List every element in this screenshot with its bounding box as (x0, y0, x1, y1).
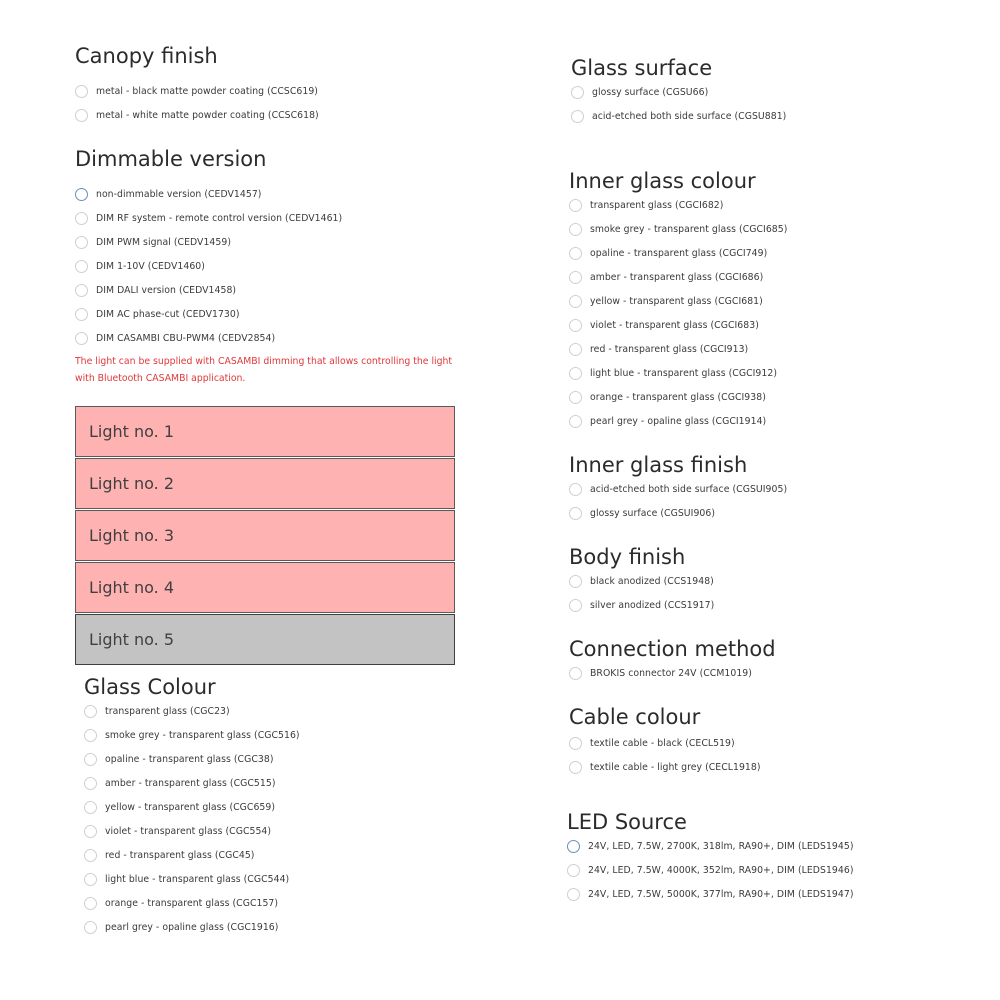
inner-glass-colour-option[interactable] (569, 241, 787, 265)
light-tabs (75, 406, 455, 666)
radio-button[interactable] (84, 753, 97, 766)
radio-button[interactable] (84, 801, 97, 814)
radio-button[interactable] (569, 483, 582, 496)
dimmable-option[interactable] (75, 182, 342, 206)
inner-glass-colour-option[interactable] (569, 385, 787, 409)
cable-colour-section (569, 702, 761, 779)
radio-button[interactable] (569, 343, 582, 356)
option-label: DIM AC phase-cut (CEDV1730) (96, 308, 240, 320)
option-label: yellow - transparent glass (CGC659) (105, 801, 276, 813)
option-label: red - transparent glass (CGC45) (105, 849, 255, 861)
radio-button[interactable] (567, 888, 580, 901)
radio-button[interactable] (569, 599, 582, 612)
option-label: non-dimmable version (CEDV1457) (96, 188, 262, 200)
radio-button[interactable] (84, 849, 97, 862)
option-label: textile cable - black (CECL519) (590, 737, 735, 749)
cable-colour-heading: Cable colour (569, 705, 701, 729)
glass-colour-heading: Glass Colour (84, 675, 216, 699)
inner-glass-colour-option[interactable] (569, 265, 787, 289)
radio-button[interactable] (75, 260, 88, 273)
radio-button[interactable] (569, 507, 582, 520)
dimmable-version-heading: Dimmable version (75, 147, 267, 171)
option-label: metal - white matte powder coating (CCSC618) (96, 109, 319, 121)
glass-colour-option[interactable] (84, 891, 300, 915)
dimmable-version-section (75, 144, 342, 350)
inner-glass-colour-section (569, 166, 787, 433)
inner-glass-finish-heading: Inner glass finish (569, 453, 748, 477)
option-label: light blue - transparent glass (CGCI912) (590, 367, 778, 379)
option-label: orange - transparent glass (CGC157) (105, 897, 279, 909)
glass-colour-option[interactable] (84, 915, 300, 939)
radio-button[interactable] (567, 840, 580, 853)
option-label: red - transparent glass (CGCI913) (590, 343, 749, 355)
radio-button[interactable] (75, 236, 88, 249)
connection-option[interactable] (569, 661, 776, 685)
option-label: DIM DALI version (CEDV1458) (96, 284, 237, 296)
inner-glass-colour-option[interactable] (569, 409, 787, 433)
light-tab-2[interactable]: Light no. 2 (75, 458, 455, 509)
radio-button[interactable] (569, 247, 582, 260)
canopy-finish-heading: Canopy finish (75, 44, 218, 68)
light-tab-5[interactable]: Light no. 5 (75, 614, 455, 665)
radio-button[interactable] (569, 575, 582, 588)
cable-option[interactable] (569, 755, 761, 779)
canopy-option[interactable] (75, 103, 319, 127)
radio-button[interactable] (569, 761, 582, 774)
glass-colour-option[interactable] (84, 867, 300, 891)
cable-option[interactable] (569, 731, 761, 755)
option-label: BROKIS connector 24V (CCM1019) (590, 667, 752, 679)
radio-button[interactable] (75, 284, 88, 297)
option-label: glossy surface (CGSUI906) (590, 507, 716, 519)
radio-button[interactable] (569, 223, 582, 236)
canopy-option[interactable] (75, 79, 319, 103)
radio-button[interactable] (571, 110, 584, 123)
led-source-heading: LED Source (567, 810, 687, 834)
option-label: metal - black matte powder coating (CCSC619) (96, 85, 318, 97)
glass-surface-option[interactable] (571, 80, 786, 104)
radio-button[interactable] (571, 86, 584, 99)
option-label: pearl grey - opaline glass (CGC1916) (105, 921, 279, 933)
inner-glass-colour-option[interactable] (569, 337, 787, 361)
dimmable-option[interactable] (75, 206, 342, 230)
option-label: transparent glass (CGC23) (105, 705, 230, 717)
glass-surface-section (571, 53, 786, 128)
radio-button[interactable] (75, 188, 88, 201)
option-label: DIM RF system - remote control version (CEDV1461) (96, 212, 343, 224)
radio-button[interactable] (569, 391, 582, 404)
glass-colour-option[interactable] (84, 843, 300, 867)
radio-button[interactable] (569, 667, 582, 680)
glass-colour-option[interactable] (84, 795, 300, 819)
option-label: violet - transparent glass (CGCI683) (590, 319, 759, 331)
option-label: transparent glass (CGCI682) (590, 199, 724, 211)
radio-button[interactable] (84, 729, 97, 742)
inner-glass-finish-option[interactable] (569, 501, 787, 525)
option-label: DIM 1-10V (CEDV1460) (96, 260, 205, 272)
casambi-note: The light can be supplied with CASAMBI dimming that allows controlling the light with Bluetooth CASAMBI application. (75, 356, 453, 384)
body-finish-section (569, 542, 714, 617)
dimmable-option[interactable] (75, 230, 342, 254)
radio-button[interactable] (84, 777, 97, 790)
led-option[interactable] (567, 858, 854, 882)
body-finish-option[interactable] (569, 593, 714, 617)
light-tab-1[interactable]: Light no. 1 (75, 406, 455, 457)
inner-glass-finish-section (569, 450, 787, 525)
option-label: silver anodized (CCS1917) (590, 599, 715, 611)
option-label: opaline - transparent glass (CGC38) (105, 753, 274, 765)
radio-button[interactable] (567, 864, 580, 877)
inner-glass-colour-option[interactable] (569, 361, 787, 385)
glass-colour-section (84, 672, 300, 939)
led-source-section (567, 807, 854, 906)
inner-glass-colour-option[interactable] (569, 193, 787, 217)
option-label: light blue - transparent glass (CGC544) (105, 873, 290, 885)
radio-button[interactable] (569, 199, 582, 212)
option-label: smoke grey - transparent glass (CGCI685) (590, 223, 788, 235)
connection-method-heading: Connection method (569, 637, 776, 661)
option-label: DIM CASAMBI CBU-PWM4 (CEDV2854) (96, 332, 276, 344)
option-label: amber - transparent glass (CGC515) (105, 777, 276, 789)
option-label: glossy surface (CGSU66) (592, 86, 709, 98)
glass-colour-option[interactable] (84, 819, 300, 843)
radio-button[interactable] (569, 367, 582, 380)
glass-surface-option[interactable] (571, 104, 786, 128)
radio-button[interactable] (569, 415, 582, 428)
inner-glass-colour-heading: Inner glass colour (569, 169, 756, 193)
radio-button[interactable] (75, 85, 88, 98)
radio-button[interactable] (569, 295, 582, 308)
option-label: violet - transparent glass (CGC554) (105, 825, 272, 837)
option-label: amber - transparent glass (CGCI686) (590, 271, 764, 283)
radio-button[interactable] (75, 308, 88, 321)
radio-button[interactable] (84, 897, 97, 910)
option-label: textile cable - light grey (CECL1918) (590, 761, 761, 773)
option-label: acid-etched both side surface (CGSU881) (592, 110, 787, 122)
glass-colour-option[interactable] (84, 771, 300, 795)
glass-colour-option[interactable] (84, 723, 300, 747)
radio-button[interactable] (75, 212, 88, 225)
inner-glass-colour-option[interactable] (569, 313, 787, 337)
body-finish-heading: Body finish (569, 545, 686, 569)
option-label: 24V, LED, 7.5W, 5000K, 377lm, RA90+, DIM (LEDS1947) (588, 888, 854, 900)
option-label: acid-etched both side surface (CGSUI905) (590, 483, 788, 495)
dimmable-option[interactable] (75, 278, 342, 302)
radio-button[interactable] (84, 825, 97, 838)
radio-button[interactable] (75, 109, 88, 122)
inner-glass-finish-option[interactable] (569, 477, 787, 501)
option-label: 24V, LED, 7.5W, 4000K, 352lm, RA90+, DIM (LEDS1946) (588, 864, 854, 876)
option-label: DIM PWM signal (CEDV1459) (96, 236, 231, 248)
inner-glass-colour-option[interactable] (569, 289, 787, 313)
radio-button[interactable] (84, 705, 97, 718)
glass-colour-option[interactable] (84, 699, 300, 723)
inner-glass-colour-option[interactable] (569, 217, 787, 241)
light-tab-3[interactable]: Light no. 3 (75, 510, 455, 561)
option-label: orange - transparent glass (CGCI938) (590, 391, 766, 403)
led-option[interactable] (567, 882, 854, 906)
radio-button[interactable] (84, 921, 97, 934)
dimmable-option[interactable] (75, 254, 342, 278)
radio-button[interactable] (84, 873, 97, 886)
glass-colour-option[interactable] (84, 747, 300, 771)
radio-button[interactable] (569, 737, 582, 750)
body-finish-option[interactable] (569, 569, 714, 593)
option-label: black anodized (CCS1948) (590, 575, 714, 587)
dimmable-option[interactable] (75, 326, 342, 350)
glass-surface-heading: Glass surface (571, 56, 713, 80)
led-option[interactable] (567, 834, 854, 858)
light-tab-4[interactable]: Light no. 4 (75, 562, 455, 613)
connection-method-section (569, 634, 776, 685)
radio-button[interactable] (75, 332, 88, 345)
radio-button[interactable] (569, 319, 582, 332)
option-label: smoke grey - transparent glass (CGC516) (105, 729, 300, 741)
dimmable-option[interactable] (75, 302, 342, 326)
canopy-finish-section (75, 41, 319, 127)
option-label: opaline - transparent glass (CGCI749) (590, 247, 768, 259)
option-label: 24V, LED, 7.5W, 2700K, 318lm, RA90+, DIM (LEDS1945) (588, 840, 854, 852)
option-label: yellow - transparent glass (CGCI681) (590, 295, 763, 307)
radio-button[interactable] (569, 271, 582, 284)
option-label: pearl grey - opaline glass (CGCI1914) (590, 415, 767, 427)
